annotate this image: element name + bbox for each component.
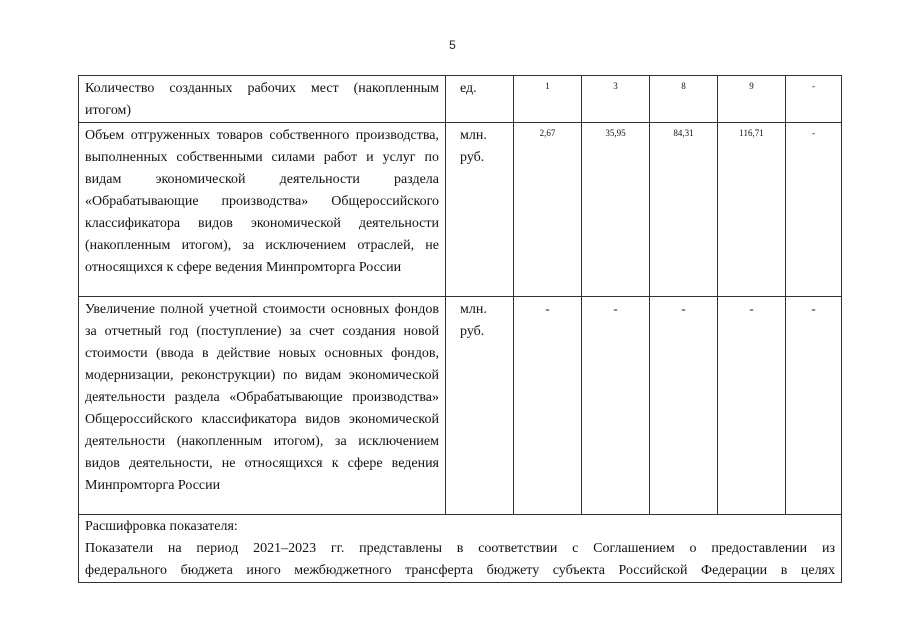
value-cell: 3 — [582, 76, 650, 123]
note-text-line: Показатели на период 2021–2023 гг. представлены в соответствии с Соглашением о предоставлении из — [85, 541, 835, 556]
value-cell: 8 — [650, 76, 718, 123]
note-row — [79, 515, 842, 583]
indicator-note — [79, 515, 842, 583]
indicator-cell: Количество созданных рабочих мест (накопленным итогом) — [79, 76, 446, 123]
indicators-table — [78, 75, 842, 583]
table-row — [79, 123, 842, 297]
table-row — [79, 76, 842, 123]
unit-cell: ед. — [446, 76, 514, 123]
value-cell: 84,31 — [650, 123, 718, 297]
value-cell: - — [514, 297, 582, 515]
unit-cell: млн. руб. — [446, 123, 514, 297]
value-cell: 1 — [514, 76, 582, 123]
note-text-line: федерального бюджета иного межбюджетного трансферта бюджету субъекта Российской Федерации в целях — [85, 563, 835, 578]
value-cell: 9 — [718, 76, 786, 123]
value-cell: 116,71 — [718, 123, 786, 297]
value-cell: - — [786, 123, 842, 297]
value-cell: - — [718, 297, 786, 515]
unit-cell: млн. руб. — [446, 297, 514, 515]
value-cell: - — [786, 297, 842, 515]
page-number: 5 — [449, 38, 456, 52]
value-cell: - — [650, 297, 718, 515]
value-cell: - — [786, 76, 842, 123]
indicator-cell: Объем отгруженных товаров собственного производства, выполненных собственными силами работ и услуг по видам экономической деятельности раздела «Обрабатывающие производства» Общероссийского классификатора видов экономической деятельности (накопленным итогом), за исключением отраслей, не относящихся к сфере ведения Минпромторга России — [79, 123, 446, 297]
note-heading: Расшифровка показателя: — [85, 519, 238, 534]
indicator-cell: Увеличение полной учетной стоимости основных фондов за отчетный год (поступление) за счет создания новой стоимости (ввода в действие новых основных фондов, модернизации, реконструкции) по видам экономической деятельности раздела «Обрабатывающие производства» Общероссийского классификатора видов экономической деятельности (накопленным итогом), за исключением видов деятельности, не относящихся к сфере ведения Минпромторга России — [79, 297, 446, 515]
value-cell: - — [582, 297, 650, 515]
value-cell: 35,95 — [582, 123, 650, 297]
table-row — [79, 297, 842, 515]
value-cell: 2,67 — [514, 123, 582, 297]
